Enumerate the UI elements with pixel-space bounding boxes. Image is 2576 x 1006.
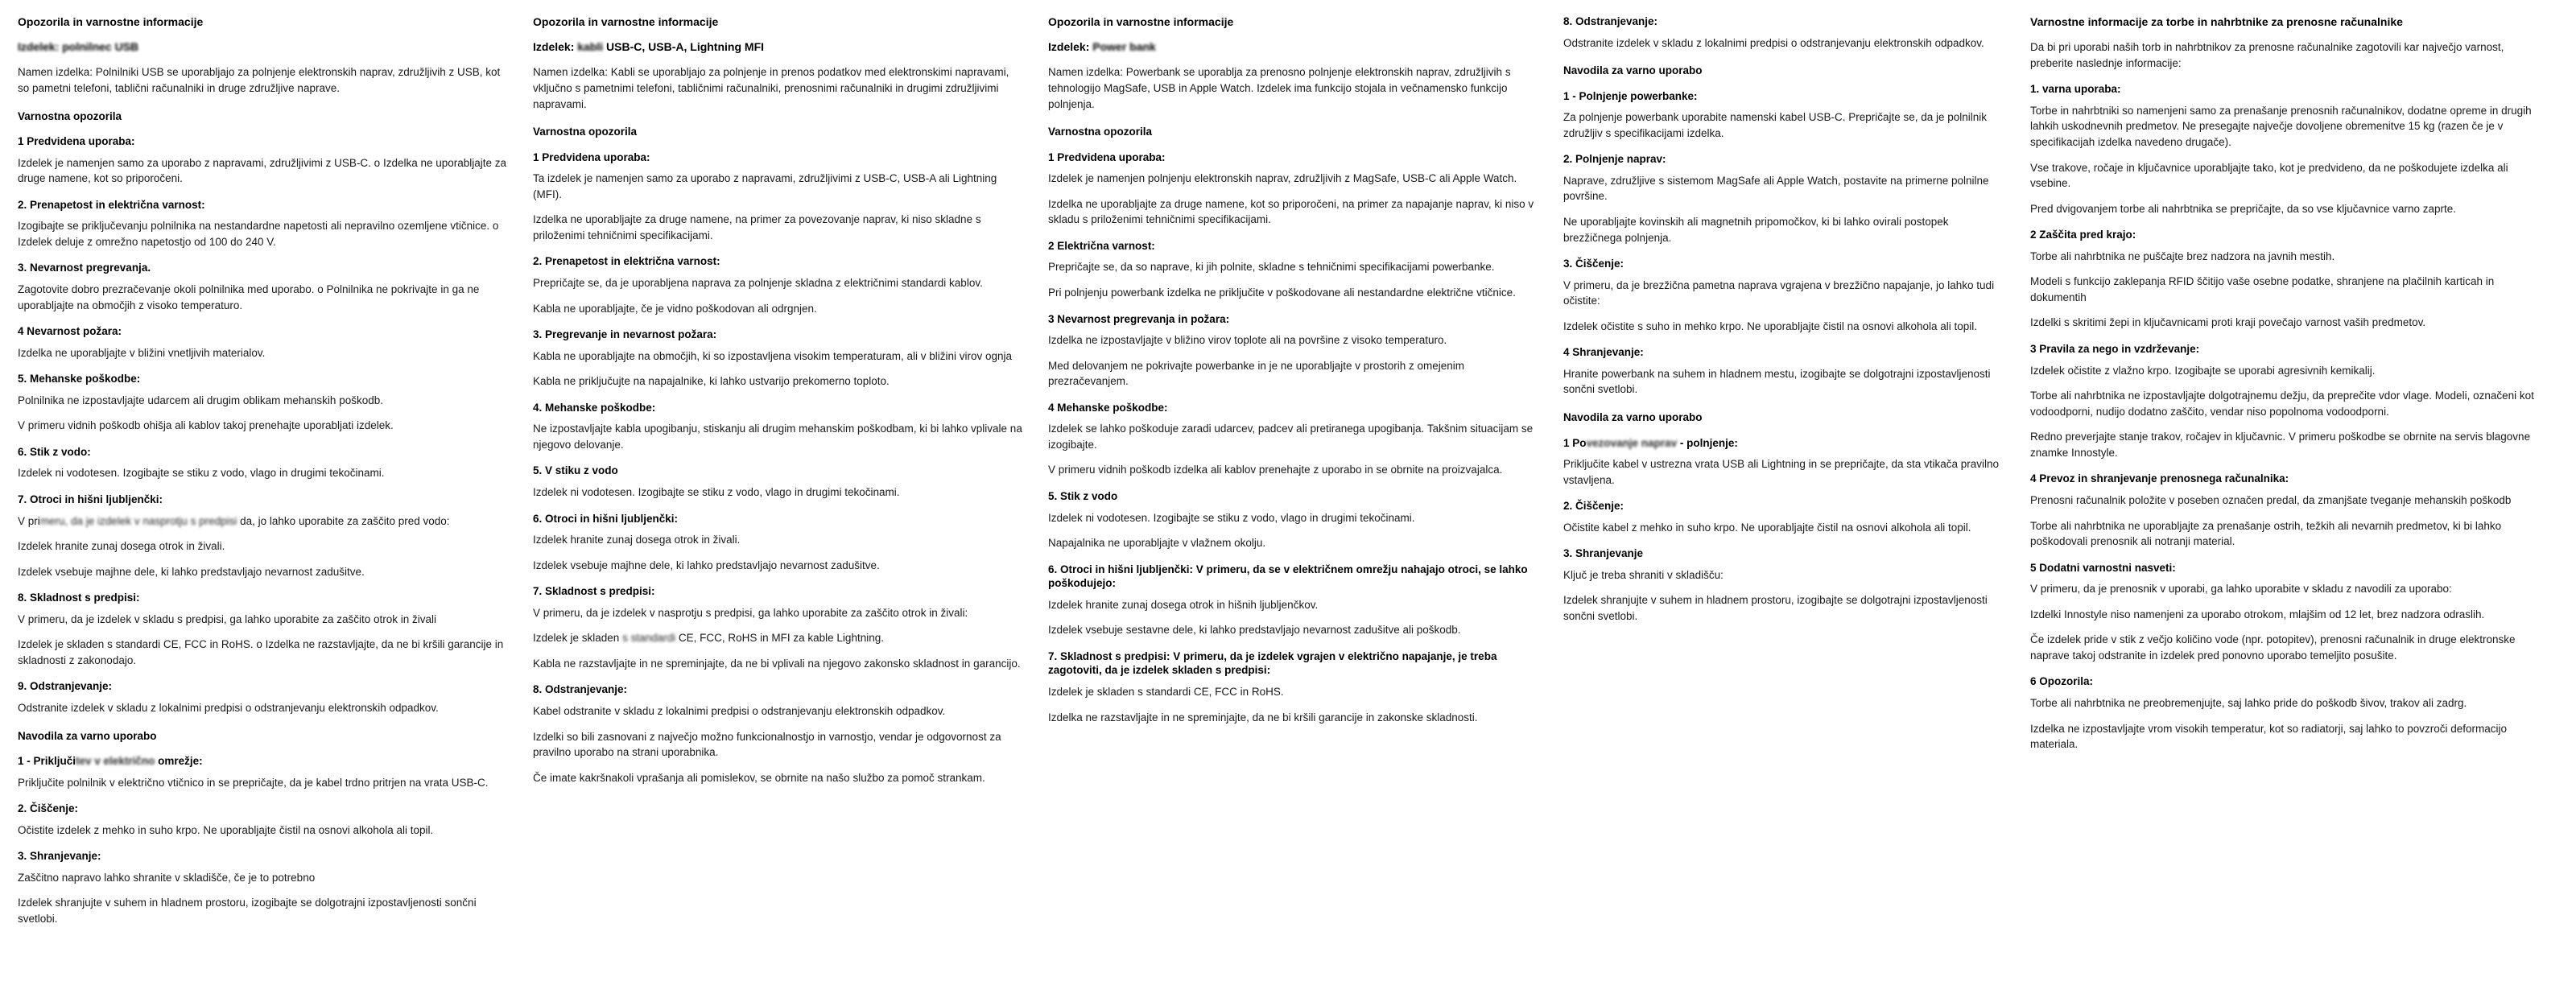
column-title: Opozorila in varnostne informacije — [1048, 15, 1234, 28]
body-paragraph: Izdelek je namenjen polnjenju elektronskih naprav, združljivih z MagSafe, USB-C ali Apple Watch. — [1048, 172, 1517, 185]
column-2 — [526, 14, 1042, 1006]
subsection-heading: 3 Pravila za nego in vzdrževanje: — [2030, 343, 2200, 356]
text-before: Izdelek: — [533, 40, 578, 54]
section-heading: Varnostna opozorila — [533, 126, 638, 138]
body-paragraph: Izdelka ne razstavljajte in ne spreminjajte, da ne bi kršili garancije in zakonske skladnosti. — [1048, 711, 1478, 724]
subsection-heading: 5 Dodatni varnostni nasveti: — [2030, 561, 2176, 574]
subsection-heading: 4 Nevarnost požara: — [18, 325, 122, 338]
subsection-heading: 8. Odstranjevanje: — [1563, 15, 1658, 27]
body-paragraph: Izdelek hranite zunaj dosega otrok in živali. — [533, 534, 741, 546]
body-paragraph: Kabel odstranite v skladu z lokalnimi predpisi o odstranjevanju elektronskih odpadkov. — [533, 704, 946, 717]
text-after: da, jo lahko uporabite za zaščito pred vodo: — [237, 514, 450, 527]
subsection-heading: 1 - Polnjenje powerbanke: — [1563, 89, 1698, 102]
subsection-heading: 8. Skladnost s predpisi: — [18, 592, 140, 604]
body-paragraph: Med delovanjem ne pokrivajte powerbanke in je ne uporabljajte v prostorih z omejenim prezračevanjem. — [1048, 359, 1465, 388]
text-after: - polnjenje: — [1677, 436, 1738, 449]
body-paragraph: Pri polnjenju powerbank izdelka ne priključite v poškodovane ali nestandardne električne vtičnice. — [1048, 286, 1516, 299]
subsection-heading: 3 Nevarnost pregrevanja in požara: — [1048, 312, 1230, 325]
body-paragraph: V primeru vidnih poškodb izdelka ali kablov prenehajte z uporabo in se obrnite na proizvajalca. — [1048, 464, 1503, 476]
body-paragraph: Izdelek je namenjen samo za uporabo z napravami, združljivimi z USB-C. o Izdelka ne uporabljajte za druge namene, kot so priporočeni. — [18, 156, 507, 185]
subsection-heading: 1 Predvidena uporaba: — [533, 150, 650, 163]
body-paragraph: Torbe ali nahrbtnika ne uporabljajte za prenašanje ostrih, težkih ali nevarnih predmetov, ki bi lahko poškodovali prenosnik ali notranji material. — [2030, 519, 2502, 548]
text-before: Izdelek: — [1048, 40, 1093, 54]
body-paragraph: Priključite kabel v ustrezna vrata USB ali Lightning in se prepričajte, da sta vtikača pravilno vstavljena. — [1563, 458, 2000, 486]
subsection-heading: 8. Odstranjevanje: — [533, 683, 628, 696]
body-paragraph: Prepričajte se, da je uporabljena naprava za polnjenje skladna z električnimi standardi kablov. — [533, 276, 983, 289]
redacted-text: Izdelek: polnilnec USB — [18, 40, 139, 54]
body-paragraph: Napajalnika ne uporabljajte v vlažnem okolju. — [1048, 537, 1266, 550]
body-paragraph: Namen izdelka: Powerbank se uporablja za prenosno polnjenje elektronskih naprav, združljivih s tehnologijo MagSafe, USB in Apple Watch. Izdelek ima funkcijo stojala in večnamensko funkcijo polnjenja. — [1048, 66, 1511, 110]
body-paragraph: Izdelka ne uporabljajte za druge namene, kot so priporočeni, na primer za napajanje naprav, ki niso v skladu s priloženimi tehničnimi specifikacijami. — [1048, 197, 1534, 226]
text-after: omrežje: — [155, 755, 203, 768]
body-paragraph: V primeru vidnih poškodb ohišja ali kablov takoj prenehajte uporabljati izdelek. — [18, 419, 394, 432]
body-paragraph: Izdelek očistite z vlažno krpo. Izogibajte se uporabi agresivnih kemikalij. — [2030, 364, 2376, 377]
body-paragraph: Kabla ne uporabljajte, če je vidno poškodovan ali odrgnjen. — [533, 302, 817, 315]
subsection-heading: 2 Električna varnost: — [1048, 239, 1155, 252]
body-paragraph — [18, 513, 509, 530]
body-paragraph: Izdelek shranjujte v suhem in hladnem prostoru, izogibajte se dolgotrajni izpostavljenosti sončni svetlobi. — [1563, 594, 1988, 623]
section-heading: Navodila za varno uporabo — [1563, 64, 1703, 77]
subsection-heading: 4 Shranjevanje: — [1563, 346, 1644, 359]
body-paragraph: Izdelek vsebuje sestavne dele, ki lahko predstavljajo nevarnost zadušitve ali poškodb. — [1048, 624, 1461, 637]
section-heading: Navodila za varno uporabo — [1563, 411, 1703, 424]
body-paragraph: Za polnjenje powerbank uporabite namenski kabel USB-C. Prepričajte se, da je polnilnik združljiv s specifikacijami izdelka. — [1563, 111, 1988, 139]
subsection-heading: 2. Prenapetost in električna varnost: — [18, 198, 205, 211]
subsection-heading: 7. Skladnost s predpisi: — [533, 585, 655, 598]
product-subtitle — [18, 39, 509, 54]
body-paragraph: Vse trakove, ročaje in ključavnice uporabljajte tako, kot je predvideno, da ne poškodujete izdelka ali vsebine. — [2030, 161, 2508, 190]
subsection-heading: 5. Mehanske poškodbe: — [18, 373, 141, 385]
body-paragraph: Kabla ne razstavljajte in ne spreminjajte, da ne bi vplivali na njegovo zakonsko skladnost in garancijo. — [533, 657, 1021, 670]
text-after: CE, FCC, RoHS in MFI za kable Lightning. — [675, 632, 884, 645]
subsection-heading: 6 Opozorila: — [2030, 675, 2094, 688]
body-paragraph: Kabla ne uporabljajte na območjih, ki so izpostavljena visokim temperaturam, ali v bližini virov ognja — [533, 349, 1013, 362]
section-heading: Navodila za varno uporabo — [18, 729, 157, 742]
product-subtitle — [533, 39, 1024, 54]
body-paragraph: Torbe ali nahrbtnika ne izpostavljajte dolgotrajnemu dežju, da preprečite vdor vlage. Modeli, označeni kot vodoodporni, nudijo dodatno zaščito, vendar niso popolnoma vodoodporni. — [2030, 390, 2534, 418]
body-paragraph: Izdelka ne uporabljajte za druge namene, na primer za povezovanje naprav, ki niso skladne s priloženimi tehničnimi specifikacijami. — [533, 213, 981, 241]
redacted-text: tev v električno — [76, 755, 155, 768]
body-paragraph: V primeru, da je prenosnik v uporabi, ga lahko uporabite v skladu z navodili za uporabo: — [2030, 583, 2452, 596]
body-paragraph — [533, 630, 1024, 646]
body-paragraph: Izdelka ne izpostavljajte vrom visokih temperatur, kot so radiatorji, saj lahko to povzroči deformacijo materiala. — [2030, 722, 2508, 751]
body-paragraph: Ključ je treba shraniti v skladišču: — [1563, 568, 1724, 581]
body-paragraph: V primeru, da je brezžična pametna naprava vgrajena v brezžično napajanje, jo lahko tudi očistite: — [1563, 278, 1995, 307]
column-title: Opozorila in varnostne informacije — [18, 15, 204, 28]
column-4 — [1557, 14, 2024, 1006]
body-paragraph: Kabla ne priključujte na napajalnike, ki lahko ustvarijo prekomerno toploto. — [533, 375, 890, 388]
redacted-text: vezovanje naprav — [1586, 436, 1678, 449]
body-paragraph: Da bi pri uporabi naših torb in nahrbtnikov za prenosne računalnike zagotovili kar največjo varnost, preberite naslednje informacije: — [2030, 41, 2504, 69]
subsection-heading: 1. varna uporaba: — [2030, 83, 2121, 96]
body-paragraph: Namen izdelka: Kabli se uporabljajo za polnjenje in prenos podatkov med elektronskimi napravami, vključno s pametnimi telefoni, tabličnimi računalniki, prenosnimi računalniki in drugimi združljivimi napravami. — [533, 66, 1009, 110]
body-paragraph: Če imate kakršnakoli vprašanja ali pomislekov, se obrnite na našo službo za pomoč strankam. — [533, 771, 985, 784]
column-5 — [2024, 14, 2555, 1006]
subsection-heading: 6. Stik z vodo: — [18, 445, 91, 458]
redacted-text: meru, da je izdelek v nasprotju s predpisi — [39, 514, 237, 527]
text-after: USB-C, USB-A, Lightning MFI — [603, 40, 765, 54]
body-paragraph: Torbe in nahrbtniki so namenjeni samo za prenašanje prenosnih računalnikov, dodatne opreme in drugih lahkih uskodnevnih predmetov. Ne presegajte največje dovoljene obremenitve 15 kg (razen če je v specifikacijah izdelka navedeno drugače). — [2030, 104, 2532, 148]
body-paragraph: Izdelek je skladen s standardi CE, FCC in RoHS. — [1048, 685, 1284, 698]
body-paragraph: Če izdelek pride v stik z večjo količino vode (npr. potopitev), prenosni računalnik in druge elektronske naprave takoj odstranite in izdelek pred ponovno uporabo temeljito posušite. — [2030, 633, 2516, 662]
subsection-heading: 4 Prevoz in shranjevanje prenosnega računalnika: — [2030, 472, 2289, 485]
body-paragraph: Izdelki s skritimi žepi in ključavnicami proti kraji povečajo varnost vaših predmetov. — [2030, 316, 2426, 329]
subsection-heading: 5. V stiku z vodo — [533, 464, 618, 477]
text-before: Izdelek je skladen — [533, 632, 623, 645]
redacted-text: Power bank — [1092, 40, 1156, 54]
product-subtitle — [1048, 39, 1539, 54]
body-paragraph: Očistite kabel z mehko in suho krpo. Ne uporabljajte čistil na osnovi alkohola ali topil. — [1563, 521, 1971, 534]
body-paragraph: Prenosni računalnik položite v poseben označen predal, da zmanjšate tveganje mehanskih poškodb — [2030, 493, 2512, 506]
body-paragraph: Izdelek je skladen s standardi CE, FCC in RoHS. o Izdelka ne razstavljajte, da ne bi kršili garancije in skladnosti z zakonodajo. — [18, 638, 504, 666]
text-before: 1 Po — [1563, 436, 1587, 449]
subsection-heading — [18, 754, 509, 769]
body-paragraph: Očistite izdelek z mehko in suho krpo. Ne uporabljajte čistil na osnovi alkohola ali topil. — [18, 823, 434, 836]
subsection-heading: 9. Odstranjevanje: — [18, 680, 113, 693]
subsection-heading: 4 Mehanske poškodbe: — [1048, 401, 1168, 414]
body-paragraph: Naprave, združljive s sistemom MagSafe ali Apple Watch, postavite na primerne polnilne površine. — [1563, 174, 1989, 203]
body-paragraph: Ta izdelek je namenjen samo za uporabo z napravami, združljivimi z USB-C, USB-A ali Lightning (MFI). — [533, 172, 997, 200]
column-1 — [11, 14, 526, 1006]
body-paragraph: Izdelka ne izpostavljajte v bližino virov toplote ali na površine z visoko temperaturo. — [1048, 334, 1447, 347]
subsection-heading: 5. Stik z vodo — [1048, 489, 1118, 502]
body-paragraph: Namen izdelka: Polnilniki USB se uporabljajo za polnjenje elektronskih naprav, združljivih z USB, kot so pametni telefoni, tablični računalniki in druge združljive naprave. — [18, 66, 501, 94]
body-paragraph: Prepričajte se, da so naprave, ki jih polnite, skladne s tehničnimi specifikacijami powerbanke. — [1048, 261, 1495, 274]
section-heading: Varnostna opozorila — [18, 109, 122, 122]
redacted-text: kabli — [577, 40, 604, 54]
body-paragraph: Izdelek ni vodotesen. Izogibajte se stiku z vodo, vlago in drugimi tekočinami. — [18, 467, 385, 480]
subsection-heading: 1 Predvidena uporaba: — [1048, 150, 1166, 163]
subsection-heading: 3. Pregrevanje in nevarnost požara: — [533, 328, 717, 341]
body-paragraph: V primeru, da je izdelek v nasprotju s predpisi, ga lahko uporabite za zaščito otrok in živali: — [533, 606, 968, 619]
subsection-heading: 1 Predvidena uporaba: — [18, 135, 135, 148]
body-paragraph: Izdelek se lahko poškoduje zaradi udarcev, padcev ali pretiranega upogibanja. Takšnim situacijam se izogibajte. — [1048, 423, 1534, 451]
body-paragraph: Pred dvigovanjem torbe ali nahrbtnika se prepričajte, da so vse ključavnice varno zaprte. — [2030, 202, 2457, 215]
body-paragraph: Priključite polnilnik v električno vtičnico in se prepričajte, da je kabel trdno pritrjen na vrata USB-C. — [18, 776, 489, 789]
column-title: Opozorila in varnostne informacije — [533, 15, 719, 28]
subsection-heading: 3. Čiščenje: — [1563, 258, 1624, 270]
body-paragraph: Izdelek ni vodotesen. Izogibajte se stiku z vodo, vlago in drugimi tekočinami. — [1048, 511, 1415, 524]
subsection-heading: 2. Polnjenje naprav: — [1563, 153, 1666, 166]
body-paragraph: Izdelek vsebuje majhne dele, ki lahko predstavljajo nevarnost zadušitve. — [533, 559, 880, 571]
subsection-heading: 2. Prenapetost in električna varnost: — [533, 255, 720, 268]
body-paragraph: Hranite powerbank na suhem in hladnem mestu, izogibajte se dolgotrajni izpostavljenosti sončni svetlobi. — [1563, 367, 1991, 396]
body-paragraph: V primeru, da je izdelek v skladu s predpisi, ga lahko uporabite za zaščito otrok in živali — [18, 612, 437, 625]
body-paragraph: Ne uporabljajte kovinskih ali magnetnih pripomočkov, ki bi lahko ovirali postopek brezžičnega polnjenja. — [1563, 216, 1949, 244]
body-paragraph: Odstranite izdelek v skladu z lokalnimi predpisi o odstranjevanju elektronskih odpadkov. — [1563, 36, 1984, 49]
subsection-heading: 6. Otroci in hišni ljubljenčki: V primeru, da se v električnem omrežju nahajajo otroci, se lahko poškodujejo: — [1048, 563, 1528, 590]
body-paragraph: Izdelek ni vodotesen. Izogibajte se stiku z vodo, vlago in drugimi tekočinami. — [533, 485, 900, 498]
body-paragraph: Izdelek očistite s suho in mehko krpo. Ne uporabljajte čistil na osnovi alkohola ali topil. — [1563, 320, 1978, 332]
body-paragraph: Izdelek vsebuje majhne dele, ki lahko predstavljajo nevarnost zadušitve. — [18, 565, 365, 578]
body-paragraph: Redno preverjajte stanje trakov, ročajev in ključavnic. V primeru poškodbe se obrnite na servis blagovne znamke Innostyle. — [2030, 431, 2531, 459]
body-paragraph: Torbe ali nahrbtnika ne puščajte brez nadzora na javnih mestih. — [2030, 249, 2335, 262]
subsection-heading: 6. Otroci in hišni ljubljenčki: — [533, 512, 679, 525]
subsection-heading: 2 Zaščita pred krajo: — [2030, 229, 2136, 241]
body-paragraph: Izdelek hranite zunaj dosega otrok in hišnih ljubljenčkov. — [1048, 598, 1319, 611]
text-before: V pri — [18, 514, 40, 527]
body-paragraph: Polnilnika ne izpostavljajte udarcem ali drugim oblikam mehanskih poškodb. — [18, 394, 383, 406]
column-3 — [1042, 14, 1557, 1006]
body-paragraph: Ne izpostavljajte kabla upogibanju, stiskanju ali drugim mehanskim poškodbam, ki bi lahko vplivale na njegovo delovanje. — [533, 423, 1022, 451]
subsection-heading: 2. Čiščenje: — [1563, 500, 1624, 513]
subsection-heading: 3. Nevarnost pregrevanja. — [18, 262, 151, 274]
body-paragraph: Izdelek hranite zunaj dosega otrok in živali. — [18, 540, 225, 553]
subsection-heading: 3. Shranjevanje: — [18, 850, 101, 863]
body-paragraph: Odstranite izdelek v skladu z lokalnimi predpisi o odstranjevanju elektronskih odpadkov. — [18, 701, 439, 714]
body-paragraph: Zaščitno napravo lahko shranite v skladišče, če je to potrebno — [18, 871, 316, 884]
body-paragraph: Zagotovite dobro prezračevanje okoli polnilnika med uporabo. o Polnilnika ne pokrivajte in ga ne uporabljajte na območjih z visoko temperaturo. — [18, 282, 480, 311]
subsection-heading: 3. Shranjevanje — [1563, 547, 1644, 560]
section-heading: Varnostna opozorila — [1048, 126, 1153, 138]
subsection-heading: 7. Skladnost s predpisi: V primeru, da je izdelek vgrajen v električno napajanje, je treba zagotoviti, da je izdelek skladen s predpisi: — [1048, 649, 1497, 677]
body-paragraph: Izdelki Innostyle niso namenjeni za uporabo otrokom, mlajšim od 12 let, brez nadzora odraslih. — [2030, 608, 2485, 621]
text-before: 1 - Priključi — [18, 755, 76, 768]
body-paragraph: Izogibajte se priključevanju polnilnika na nestandardne napetosti ali nepravilno ozemljene vtičnice. o Izdelek deluje z omrežno napetostjo od 100 do 240 V. — [18, 220, 499, 248]
body-paragraph: Izdelek shranjujte v suhem in hladnem prostoru, izogibajte se dolgotrajni izpostavljenosti sončni svetlobi. — [18, 897, 477, 925]
body-paragraph: Torbe ali nahrbtnika ne preobremenjujte, saj lahko pride do poškodb šivov, trakov ali zadrg. — [2030, 696, 2467, 709]
subsection-heading — [1563, 436, 2006, 451]
body-paragraph: Modeli s funkcijo zaklepanja RFID ščitijo vaše osebne podatke, shranjene na plačilnih karticah in dokumentih — [2030, 275, 2495, 303]
subsection-heading: 2. Čiščenje: — [18, 802, 79, 815]
redacted-text: s standardi — [622, 632, 676, 645]
subsection-heading: 4. Mehanske poškodbe: — [533, 401, 656, 414]
column-title: Varnostne informacije za torbe in nahrbtnike za prenosne računalnike — [2030, 15, 2403, 28]
body-paragraph: Izdelki so bili zasnovani z največjo možno funkcionalnostjo in varnostjo, vendar je odgovornost za pravilno uporabo na strani uporabnika. — [533, 730, 1001, 759]
body-paragraph: Izdelka ne uporabljajte v bližini vnetljivih materialov. — [18, 346, 266, 359]
subsection-heading: 7. Otroci in hišni ljubljenčki: — [18, 493, 163, 505]
